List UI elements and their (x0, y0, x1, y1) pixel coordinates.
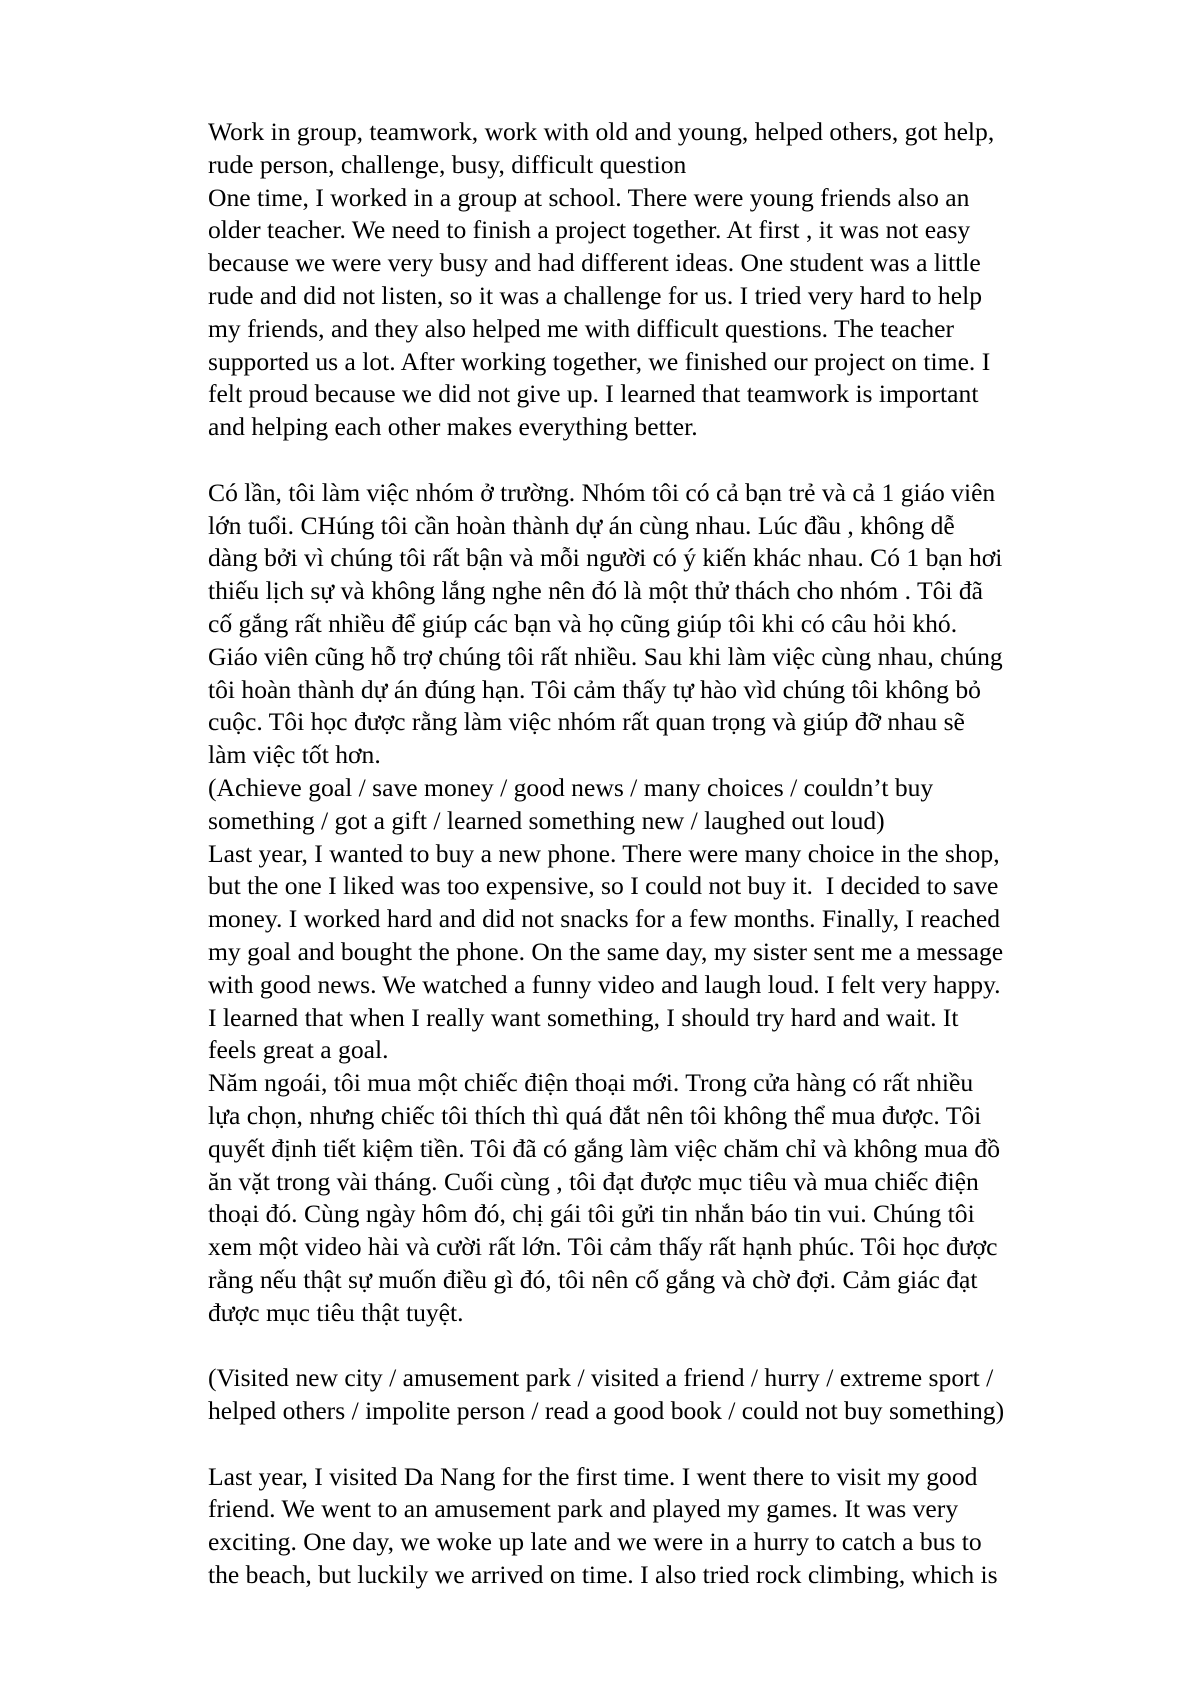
text-line: money. I worked hard and did not snacks for a few months. Finally, I reached (208, 904, 1000, 934)
text-line: làm việc tốt hơn. (208, 740, 381, 770)
text-line: dàng bởi vì chúng tôi rất bận và mỗi người có ý kiến khác nhau. Có 1 bạn hơi (208, 543, 1003, 573)
section2-story-vi (208, 1067, 1108, 1329)
text-line: Có lần, tôi làm việc nhóm ở trường. Nhóm tôi có cả bạn trẻ và cả 1 giáo viên (208, 477, 996, 507)
blank-line (208, 444, 1108, 477)
section3-keywords (208, 1362, 1108, 1428)
text-line: tôi hoàn thành dự án đúng hạn. Tôi cảm thấy tự hào vìd chúng tôi không bỏ (208, 674, 981, 704)
text-line: xem một video hài và cười rất lớn. Tôi cảm thấy rất hạnh phúc. Tôi học được (208, 1232, 998, 1262)
text-line: because we were very busy and had different ideas. One student was a little (208, 248, 981, 278)
text-line: and helping each other makes everything better. (208, 412, 698, 442)
section3-story-en (208, 1461, 1108, 1592)
text-line: something / got a gift / learned something new / laughed out loud) (208, 805, 885, 835)
text-line: ăn vặt trong vài tháng. Cuối cùng , tôi đạt được mục tiêu và mua chiếc điện (208, 1166, 979, 1196)
text-line: older teacher. We need to finish a project together. At first , it was not easy (208, 215, 971, 245)
text-line: thiếu lịch sự và không lắng nghe nên đó là một thử thách cho nhóm . Tôi đã (208, 576, 984, 606)
text-line: helped others / impolite person / read a good book / could not buy something) (208, 1396, 1005, 1426)
text-line: lớn tuổi. CHúng tôi cần hoàn thành dự án cùng nhau. Lúc đầu , không dễ (208, 510, 955, 540)
section1-story-en (208, 182, 1108, 444)
section1-story-vi (208, 477, 1108, 772)
text-line: feels great a goal. (208, 1035, 389, 1065)
text-line: Last year, I wanted to buy a new phone. There were many choice in the shop, (208, 838, 1000, 868)
text-line: with good news. We watched a funny video and laugh loud. I felt very happy. (208, 969, 1001, 999)
text-line: rude person, challenge, busy, difficult question (208, 149, 687, 179)
text-line: my friends, and they also helped me with difficult questions. The teacher (208, 313, 955, 343)
document-body (208, 116, 1108, 1592)
text-line: Giáo viên cũng hỗ trợ chúng tôi rất nhiều. Sau khi làm việc cùng nhau, chúng (208, 641, 1003, 671)
blank-line (208, 1329, 1108, 1362)
text-line: exciting. One day, we woke up late and we were in a hurry to catch a bus to (208, 1527, 982, 1557)
section1-keywords (208, 116, 1108, 182)
text-line: but the one I liked was too expensive, so I could not buy it. I decided to save (208, 871, 999, 901)
text-line: cuộc. Tôi học được rằng làm việc nhóm rất quan trọng và giúp đỡ nhau sẽ (208, 707, 965, 737)
text-line: (Achieve goal / save money / good news / many choices / couldn’t buy (208, 772, 934, 802)
text-line: Last year, I visited Da Nang for the first time. I went there to visit my good (208, 1461, 978, 1491)
text-line: (Visited new city / amusement park / visited a friend / hurry / extreme sport / (208, 1363, 994, 1393)
section2-keywords (208, 772, 1108, 838)
text-line: quyết định tiết kiệm tiền. Tôi đã có gắng làm việc chăm chỉ và không mua đồ (208, 1133, 1001, 1163)
blank-line (208, 1428, 1108, 1461)
text-line: Work in group, teamwork, work with old and young, helped others, got help, (208, 117, 995, 146)
text-line: lựa chọn, nhưng chiếc tôi thích thì quá đắt nên tôi không thể mua được. Tôi (208, 1100, 982, 1130)
text-line: my goal and bought the phone. On the same day, my sister sent me a message (208, 936, 1004, 966)
text-line: thoại đó. Cùng ngày hôm đó, chị gái tôi gửi tin nhắn báo tin vui. Chúng tôi (208, 1199, 975, 1229)
text-line: rude and did not listen, so it was a challenge for us. I tried very hard to help (208, 280, 982, 310)
text-line: felt proud because we did not give up. I learned that teamwork is important (208, 379, 979, 409)
text-line: One time, I worked in a group at school. There were young friends also an (208, 182, 970, 212)
text-line: the beach, but luckily we arrived on time. I also tried rock climbing, which is (208, 1560, 998, 1590)
section2-story-en (208, 838, 1108, 1068)
text-line: supported us a lot. After working together, we finished our project on time. I (208, 346, 991, 376)
text-line: Năm ngoái, tôi mua một chiếc điện thoại mới. Trong cửa hàng có rất nhiều (208, 1068, 974, 1098)
text-line: I learned that when I really want something, I should try hard and wait. It (208, 1002, 959, 1032)
text-line: cố gắng rất nhiều để giúp các bạn và họ cũng giúp tôi khi có câu hỏi khó. (208, 608, 958, 638)
text-line: friend. We went to an amusement park and played my games. It was very (208, 1494, 959, 1524)
text-line: được mục tiêu thật tuyệt. (208, 1297, 464, 1327)
text-line: rằng nếu thật sự muốn điều gì đó, tôi nên cố gắng và chờ đợi. Cảm giác đạt (208, 1264, 978, 1294)
